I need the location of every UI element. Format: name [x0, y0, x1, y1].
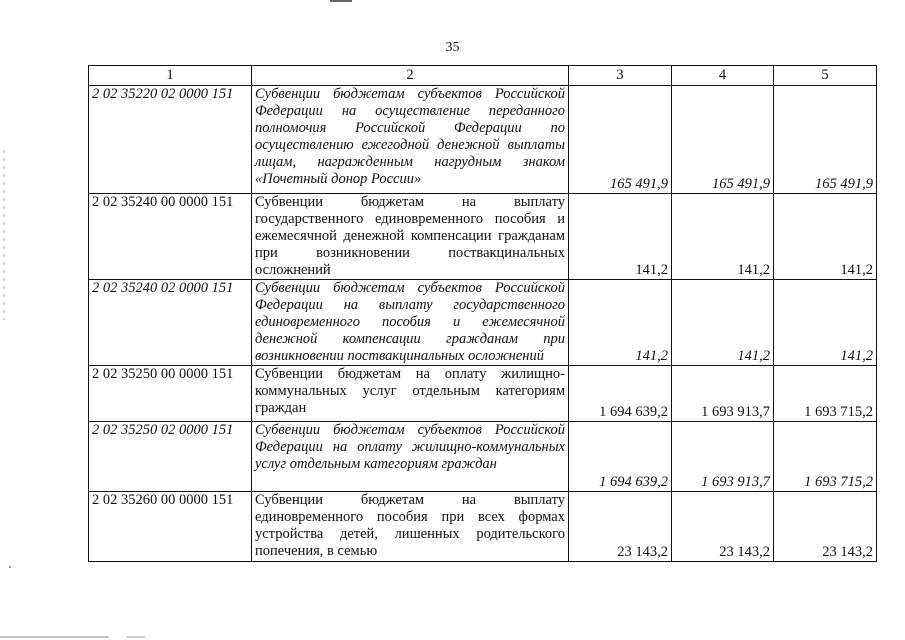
amount-col-4: 141,2 [672, 280, 774, 366]
amount-col-4: 165 491,9 [672, 86, 774, 194]
amount-col-4: 1 693 913,7 [672, 366, 774, 422]
amount-col-3: 165 491,9 [569, 86, 672, 194]
budget-description: Субвенции бюджетам на выплату единовременного пособия при всех формах устройства детей, лишенных родительского попечения, в семью [252, 492, 569, 562]
bottom-edge-mark [0, 636, 905, 638]
budget-description: Субвенции бюджетам на выплату государственного единовременного пособия и ежемесячной денежной компенсации гражданам при возникновении поствакцинальных осложнений [252, 194, 569, 280]
header-col-2: 2 [252, 66, 569, 86]
amount-col-3: 23 143,2 [569, 492, 672, 562]
budget-description: Субвенции бюджетам субъектов Российской Федерации на выплату государственного единовременного пособия и ежемесячной денежной компенсации гражданам при возникновении поствакцинальных осложнений [252, 280, 569, 366]
header-col-4: 4 [672, 66, 774, 86]
amount-col-5: 23 143,2 [774, 492, 877, 562]
budget-code: 2 02 35260 00 0000 151 [89, 492, 252, 562]
budget-description: Субвенции бюджетам субъектов Российской Федерации на оплату жилищно-коммунальных услуг отдельным категориям граждан [252, 422, 569, 492]
table-row [89, 492, 877, 562]
amount-col-4: 1 693 913,7 [672, 422, 774, 492]
amount-col-3: 1 694 639,2 [569, 366, 672, 422]
header-col-1: 1 [89, 66, 252, 86]
amount-col-5: 165 491,9 [774, 86, 877, 194]
page-number: 35 [445, 40, 460, 55]
budget-code: 2 02 35220 02 0000 151 [89, 86, 252, 194]
amount-col-3: 1 694 639,2 [569, 422, 672, 492]
amount-col-3: 141,2 [569, 280, 672, 366]
scan-dot [9, 566, 11, 568]
budget-code: 2 02 35240 00 0000 151 [89, 194, 252, 280]
budget-description: Субвенции бюджетам субъектов Российской Федерации на осуществление переданного полномочия Российской Федерации по осуществлению ежегодной денежной выплаты лицам, награжденным нагрудным знаком «Почетный донор России» [252, 86, 569, 194]
header-col-5: 5 [774, 66, 877, 86]
table-row [89, 194, 877, 280]
amount-col-5: 1 693 715,2 [774, 366, 877, 422]
amount-col-5: 141,2 [774, 280, 877, 366]
header-col-3: 3 [569, 66, 672, 86]
budget-table [88, 65, 877, 562]
table-row [89, 366, 877, 422]
budget-code: 2 02 35240 02 0000 151 [89, 280, 252, 366]
budget-code: 2 02 35250 00 0000 151 [89, 366, 252, 422]
margin-scan-mark [3, 150, 5, 320]
amount-col-3: 141,2 [569, 194, 672, 280]
amount-col-4: 141,2 [672, 194, 774, 280]
amount-col-5: 141,2 [774, 194, 877, 280]
budget-description: Субвенции бюджетам на оплату жилищно-коммунальных услуг отдельным категориям граждан [252, 366, 569, 422]
table-row [89, 280, 877, 366]
amount-col-5: 1 693 715,2 [774, 422, 877, 492]
table-header-row [89, 66, 877, 86]
budget-code: 2 02 35250 02 0000 151 [89, 422, 252, 492]
top-edge-mark [330, 0, 352, 2]
amount-col-4: 23 143,2 [672, 492, 774, 562]
table-row [89, 86, 877, 194]
table-row [89, 422, 877, 492]
